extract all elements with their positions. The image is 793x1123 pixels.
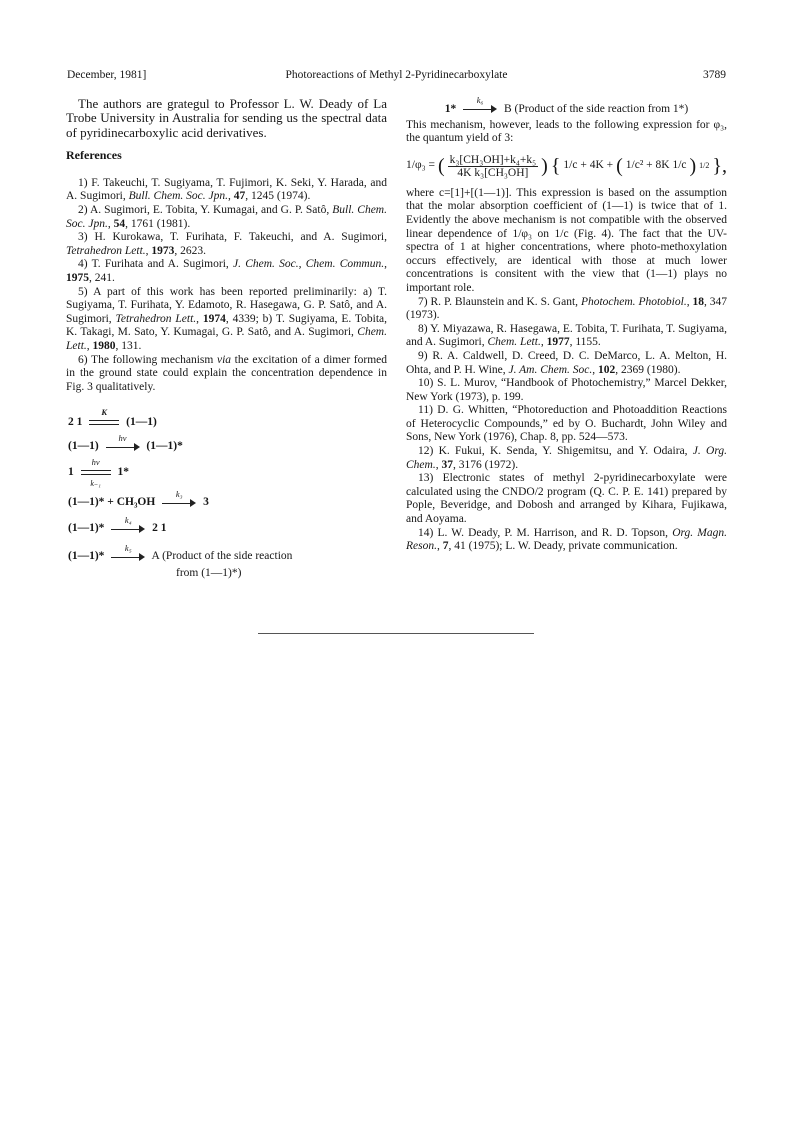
equilibrium-arrow: K: [89, 418, 119, 428]
right-column: [406, 97, 727, 554]
reference-11: 11) D. G. Whitten, “Photoreduction and Photoaddition Reactions of Heterocyclic Compounds,” ed by O. Buchardt, John Wiley and Sons, New York (1976), Chap. 8, pp. 524—573.: [406, 404, 727, 444]
scheme-equation-4: (1—1)* + CH₃OH k₃ 3: [68, 488, 209, 509]
reference-2: 2) A. Sugimori, E. Tobita, Y. Kumagai, and G. P. Satô, Bull. Chem. Soc. Jpn., 54, 1761 (1981).: [66, 204, 387, 230]
formula-fraction: $\frac{\text{k₃[CH₃OH]+k₄+k₅}}{\text{4K k₃[CH₃OH]}}$: [449, 153, 537, 179]
scheme-equation-6: (1—1)* k₅ A (Product of the side reaction: [68, 542, 293, 563]
reference-8: 8) Y. Miyazawa, R. Hasegawa, E. Tobita, T. Furihata, T. Sugiyama, and A. Sugimori, Chem. Lett., 1977, 1155.: [406, 322, 727, 349]
end-rule: [258, 633, 534, 634]
reference-9: 9) R. A. Caldwell, D. Creed, D. C. DeMarco, L. A. Melton, H. Ohta, and P. H. Wine, J. Am. Chem. Soc., 102, 2369 (1980).: [406, 349, 728, 376]
reaction-arrow: k₄: [111, 525, 145, 533]
scheme-equation-1: 2 1 K (1—1): [68, 406, 157, 429]
scheme-equation-5: (1—1)* k₄ 2 1: [68, 514, 167, 535]
reference-7: 7) R. P. Blaunstein and K. S. Gant, Photochem. Photobiol., 18, 347 (1973).: [406, 295, 728, 322]
reaction-arrow: hν: [106, 443, 140, 451]
formula-discussion: where c=[1]+[(1—1)]. This expression is based on the assumption that the molar absorption coefficient of (1—1) is twice that of 1. Evidently the above mechanism is not compatible with the observed linear dependence of 1/φ₃ on 1/c (Fig. 4). The fact that the UV-spectra of 1 at higher concentrations, where photo-methoxylation occurs effectively, are identical with those at much lower concentrations is consitent with the view that (1—1) plays no important role.: [406, 186, 727, 294]
reference-14: 14) L. W. Deady, P. M. Harrison, and R. D. Topson, Org. Magn. Reson., 7, 41 (1975); L. W. Deady, private communication.: [406, 526, 727, 553]
equilibrium-arrow: $\frac{h\nu}{\text{k₋₁}}$: [81, 468, 111, 478]
reference-1: 1) F. Takeuchi, T. Sugiyama, T. Fujimori, K. Seki, Y. Harada, and A. Sugimori, Bull. Chem. Soc. Jpn., 47, 1245 (1974).: [66, 176, 388, 203]
reaction-arrow: k₆: [463, 105, 497, 113]
formula-intro: This mechanism, however, leads to the following expression for φ₃, the quantum yield of 3:: [406, 118, 727, 145]
reference-13: 13) Electronic states of methyl 2-pyridinecarboxylate were calculated using the CNDO/2 program (Q. C. P. E. 141) prepared by Pople, Beveridge, and Dobosh and arranged by Kihara, Fujikawa, and Aoyama.: [406, 472, 727, 526]
reference-4: 4) T. Furihata and A. Sugimori, J. Chem. Soc., Chem. Commun., 1975, 241.: [66, 258, 387, 284]
reaction-scheme: [66, 406, 387, 586]
reference-10: 10) S. L. Murov, “Handbook of Photochemistry,” Marcel Dekker, New York (1973), p. 199.: [406, 377, 727, 403]
reference-5: 5) A part of this work has been reported preliminarily: a) T. Sugiyama, T. Furihata, Y. Edamoto, R. Hasegawa, G. P. Satô, and A. Sugimori, Tetrahedron Lett., 1974, 4339; b) T. Sugiyama, E. Tobita, K. Takagi, M. Sato, Y. Kumagai, G. P. Satô, and A. Sugimori, Chem. Lett., 1980, 131.: [66, 285, 388, 352]
reference-3: 3) H. Kurokawa, T. Furihata, F. Takeuchi, and A. Sugimori, Tetrahedron Lett., 1973, 2623.: [66, 231, 387, 257]
scheme-equation-3: 1 $\frac{h\nu}{\text{k₋₁}}$ 1*: [68, 456, 129, 488]
scheme-equation-2: (1—1) hν (1—1)*: [68, 432, 183, 453]
reaction-arrow: k₃: [162, 499, 196, 507]
quantum-yield-formula: 1/φ₃ = ( $\frac{\text{k₃[CH₃OH]+k₄+k₅}}{\text{4K k₃[CH₃OH]}}$ ) { 1/c + 4K + ( 1/c² + 8K 1/c ) 1/2 },: [406, 153, 728, 179]
acknowledgement: The authors are grategul to Professor L. W. Deady of La Trobe University in Australia for sending us the spectral data of pyridinecarboxylic acid derivatives.: [66, 96, 387, 140]
reference-6: 6) The following mechanism via the excitation of a dimer formed in the ground state could explain the concentration dependence in Fig. 3 qualitatively.: [66, 353, 388, 393]
reference-12: 12) K. Fukui, K. Senda, Y. Shigemitsu, and Y. Odaira, J. Org. Chem., 37, 3176 (1972).: [406, 445, 727, 471]
page-number: 3789: [703, 69, 726, 81]
running-header-date: December, 1981]: [67, 69, 147, 81]
running-header-title: Photoreactions of Methyl 2-Pyridinecarboxylate: [285, 69, 508, 81]
references-heading: References: [66, 148, 122, 163]
scheme-equation-6-continued: from (1—1)*): [176, 567, 242, 580]
left-column: [66, 97, 387, 586]
reaction-arrow: k₅: [111, 553, 145, 561]
side-reaction: 1* k₆ B (Product of the side reaction from 1*): [444, 95, 689, 115]
